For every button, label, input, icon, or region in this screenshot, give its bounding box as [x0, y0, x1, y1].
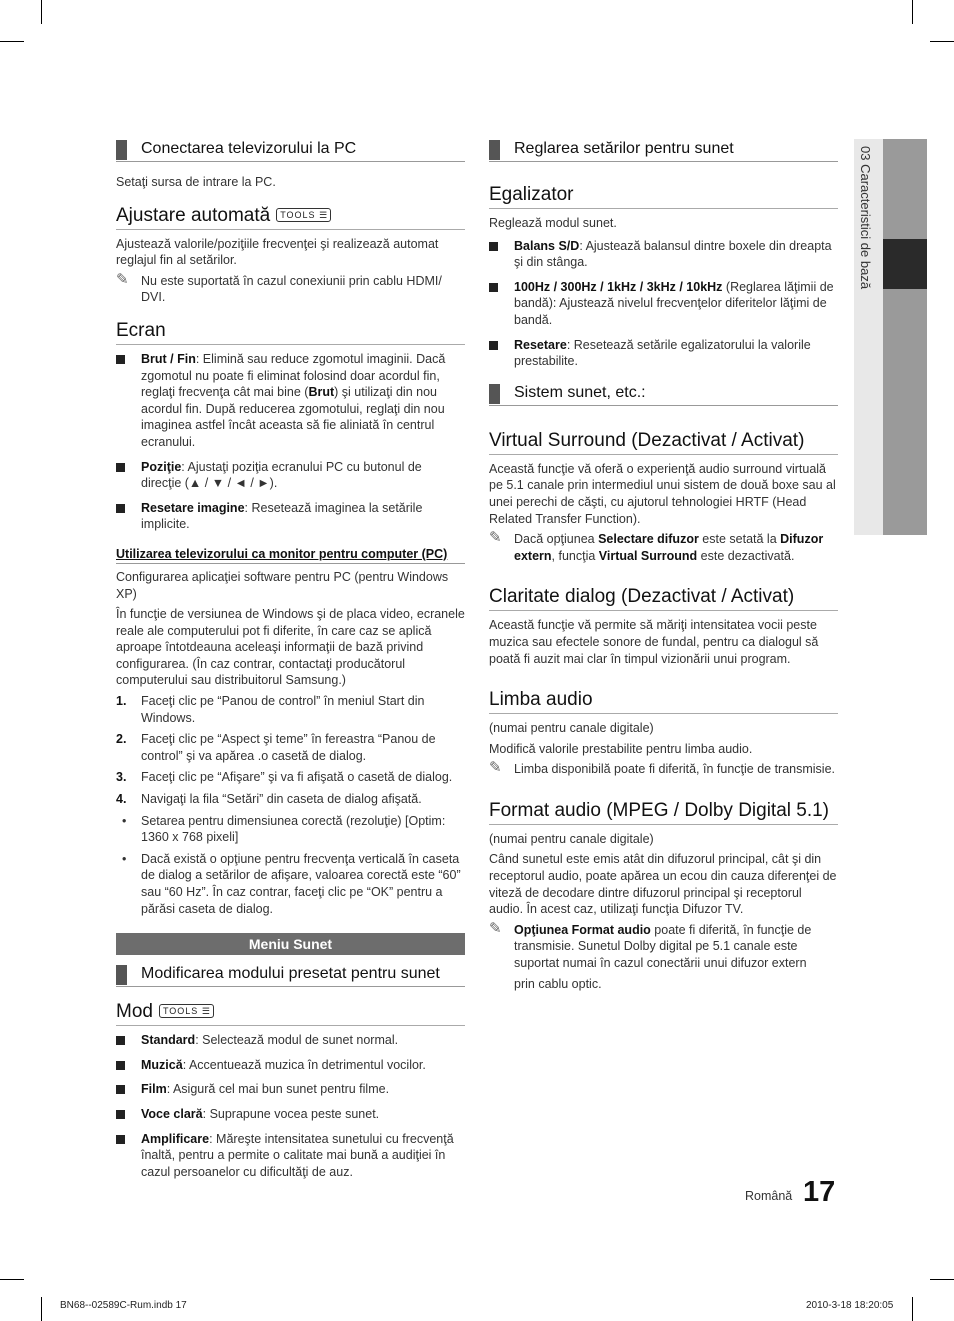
step-text: Faceţi clic pe “Afişare” şi va fi afişată o casetă de dialog. — [141, 770, 453, 785]
term: Selectare difuzor — [598, 532, 699, 547]
heading-limba-audio: Limba audio — [489, 689, 838, 714]
pencil-icon: ✎ — [116, 270, 129, 288]
item-text: Dacă există o opţiune pentru frecvenţa verticală în caseta de dialog a setărilor de afişare, valoarea corectă este “60” sau “60 Hz”. În caz contrar, faceţi clic pe “OK” pentru a părăsi caseta de dialog. — [141, 851, 461, 916]
list-ecran — [116, 351, 465, 533]
desc: : Suprapune vocea peste sunet. — [202, 1106, 380, 1121]
crop-mark — [41, 0, 42, 24]
term: Opţiunea Format audio — [514, 922, 651, 937]
step-item — [116, 769, 465, 786]
desc: : Accentuează muzica în detrimentul vocilor. — [182, 1057, 426, 1072]
menu-bar: Meniu Sunet — [116, 933, 465, 955]
term: 100Hz / 300Hz / 1kHz / 3kHz / 10kHz — [514, 279, 723, 294]
tab-dark — [883, 139, 927, 535]
desc: ) şi utilizaţi din nou acordul fin. După reducerea zgomotului, reglaţi din nou imaginea astfel încât aceasta să fie aliniată în centrul ecranului. — [141, 385, 445, 449]
note — [489, 919, 838, 992]
term: Resetare — [514, 337, 567, 352]
dot-bullet-icon: • — [122, 851, 127, 866]
left-column — [116, 138, 465, 1188]
square-bullet-icon — [116, 1061, 125, 1070]
step-number: 2. — [116, 732, 127, 747]
step-number: 3. — [116, 770, 127, 785]
heading-text: Mod — [116, 1001, 153, 1023]
term: Voce clară — [141, 1106, 203, 1121]
section-heading: Modificarea modului presetat pentru sunet — [116, 963, 465, 987]
imprint-date: 2010-3-18 18:20:05 — [806, 1300, 894, 1311]
item-text: Setarea pentru dimensiunea corectă (rezoluţie) [Optim: 1360 x 768 pixeli] — [141, 813, 446, 845]
square-bullet-icon — [116, 1135, 125, 1144]
note-text: este dezactivată. — [697, 548, 795, 563]
list-egalizator — [489, 238, 838, 370]
term: Amplificare — [141, 1131, 210, 1146]
desc: (Reglarea lăţimii de bandă): Ajustează nivelul frecvenţelor diferitelor lăţimi de bandă. — [514, 279, 834, 327]
desc: : Ajustează balansul dintre boxele din dreapta şi din stânga. — [514, 238, 832, 270]
crop-mark — [0, 1279, 24, 1280]
page-number: 17 — [803, 1176, 836, 1208]
desc: : Asigură cel mai bun sunet pentru filme. — [166, 1082, 390, 1097]
desc: : Măreşte intensitatea sunetului cu frecvenţă înaltă, pentru a permite o calitate mai bună a audiţiei în cazul persoanelor cu dificultăţi de auz. — [141, 1131, 454, 1179]
step-text: Navigaţi la fila “Setări” din caseta de dialog afişată. — [141, 792, 422, 807]
crop-mark — [0, 41, 24, 42]
square-bullet-icon — [489, 283, 498, 292]
paragraph: (numai pentru canale digitale) — [489, 831, 654, 846]
note — [489, 531, 838, 564]
heading-virtual-surround: Virtual Surround (Dezactivat / Activat) — [489, 430, 838, 455]
tools-label: TOOLS — [280, 209, 316, 220]
desc: : Resetează imaginea la setările implicite. — [141, 500, 423, 532]
list-mod — [116, 1032, 465, 1180]
square-bullet-icon — [116, 504, 125, 513]
list-item — [116, 1106, 465, 1123]
tools-icon: TOOLS ☰ — [276, 208, 331, 222]
paragraph: Când sunetul este emis atât din difuzorul principal, cât şi din receptorul audio, poate apărea un ecou din cauza diferenţei de viteză de decodare dintre difuzorul principal şi receptorul audio. În acest caz, utilizaţi funcţia Difuzor TV. — [489, 852, 837, 917]
paragraph: Reglează modul sunet. — [489, 216, 617, 230]
crop-mark — [912, 1297, 913, 1321]
list-item — [116, 459, 465, 492]
paragraph: Configurarea aplicaţiei software pentru PC (pentru Windows XP) — [116, 569, 449, 601]
square-bullet-icon — [489, 341, 498, 350]
steps-list — [116, 693, 465, 808]
step-number: 1. — [116, 694, 127, 709]
heading-egalizator: Egalizator — [489, 184, 838, 209]
term: Balans S/D — [514, 238, 580, 253]
square-bullet-icon — [489, 242, 498, 251]
term: Poziţie — [141, 459, 182, 474]
heading-claritate: Claritate dialog (Dezactivat / Activat) — [489, 586, 838, 611]
paragraph: Modifică valorile prestabilite pentru limba audio. — [489, 741, 753, 756]
term: Film — [141, 1082, 167, 1097]
step-item — [116, 693, 465, 726]
heading-ecran: Ecran — [116, 320, 465, 345]
paragraph: În funcţie de versiunea de Windows şi de placa video, ecranele reale ale computerului pot fi diferite, în care caz se aplică aproape întotdeauna aceleaşi informaţii de bază privind configurarea. (În caz contrar, contactaţi producătorul computerului sau distribuitorul Samsung.) — [116, 607, 465, 688]
list-item — [489, 279, 838, 329]
step-item — [116, 731, 465, 764]
list-item — [116, 500, 465, 533]
paragraph: Această funcţie vă permite să măriţi intensitatea vocii peste muzica sau efectele sonore de fundal, pentru ca dialogul să poată fi auzit mai clar în timpul vizionării unui program. — [489, 618, 819, 666]
note-text: Nu este suportată în cazul conexiunii prin cablu HDMI/ DVI. — [141, 273, 442, 305]
pencil-icon: ✎ — [489, 759, 502, 777]
list-item — [116, 1032, 465, 1049]
step-item — [116, 791, 465, 808]
imprint-file: BN68--02589C-Rum.indb 17 — [60, 1300, 187, 1311]
list-item — [116, 1057, 465, 1074]
crop-mark — [930, 1279, 954, 1280]
term: Standard — [141, 1033, 196, 1048]
chapter-label: 03 Caracteristici de bază — [858, 146, 873, 290]
list-item — [116, 851, 465, 917]
list-item — [116, 1081, 465, 1098]
crop-mark — [930, 41, 954, 42]
term: Difuzor extern — [514, 532, 824, 563]
square-bullet-icon — [116, 1110, 125, 1119]
square-bullet-icon — [116, 1085, 125, 1094]
crop-mark — [41, 1297, 42, 1321]
paragraph: (numai pentru canale digitale) — [489, 721, 654, 736]
note-text: Dacă opţiunea — [514, 532, 599, 547]
list-item — [489, 238, 838, 271]
term: Brut — [308, 385, 335, 400]
note — [116, 270, 465, 306]
list-item — [116, 351, 465, 451]
tools-icon: TOOLS ☰ — [159, 1004, 214, 1018]
note-text: prin cablu optic. — [514, 976, 602, 991]
note-text: poate fi diferită, în funcţie de transmisie. Sunetul Dolby digital pe 5.1 canale este suportat numai în cazul conectării unui difuzor extern — [514, 922, 812, 971]
heading-mod — [116, 1001, 465, 1026]
pencil-icon: ✎ — [489, 529, 502, 547]
paragraph: Această funcţie vă oferă o experienţă audio surround virtuală pe 5.1 canale prin intermediul unui sistem de două boxe sau al unei perechi de căşti, cu ajutorul tehnologiei HRTF (Head Related Transfer Function). — [489, 461, 836, 526]
desc: : Resetează setările egalizatorului la valorile prestabilite. — [514, 337, 811, 369]
footer-language: Română — [745, 1189, 793, 1203]
section-heading: Reglarea setărilor pentru sunet — [489, 138, 838, 162]
section-heading: Conectarea televizorului la PC — [116, 138, 465, 162]
note-text: este setată la — [698, 532, 781, 547]
desc: : Ajustaţi poziţia ecranului PC cu butonul de direcţie (▲ / ▼ / ◄ / ►). — [141, 459, 422, 491]
pencil-icon: ✎ — [489, 919, 502, 937]
note — [489, 761, 838, 778]
square-bullet-icon — [116, 463, 125, 472]
square-bullet-icon — [116, 1036, 125, 1045]
step-number: 4. — [116, 792, 127, 807]
list-item — [116, 1131, 465, 1181]
heading-ajustare — [116, 205, 465, 230]
heading-format-audio: Format audio (MPEG / Dolby Digital 5.1) — [489, 800, 838, 825]
dot-list — [116, 813, 465, 918]
list-item — [116, 813, 465, 846]
note-text: , funcţia — [551, 548, 599, 563]
dot-bullet-icon: • — [122, 813, 127, 828]
term: Resetare imagine — [141, 500, 245, 515]
paragraph: Setaţi sursa de intrare la PC. — [116, 175, 276, 189]
square-bullet-icon — [116, 355, 125, 364]
paragraph: Ajustează valorile/poziţiile frecvenţei şi realizează automat reglajul fin al setărilor. — [116, 236, 439, 268]
subheading-monitor: Utilizarea televizorului ca monitor pentru computer (PC) — [116, 547, 465, 564]
tab-marker — [883, 239, 927, 289]
note-text: Limba disponibilă poate fi diferită, în funcţie de transmisie. — [514, 762, 836, 777]
right-column — [489, 138, 838, 997]
crop-mark — [912, 0, 913, 24]
step-text: Faceţi clic pe “Panou de control” în meniul Start din Windows. — [141, 694, 425, 725]
step-text: Faceţi clic pe “Aspect şi teme” în fereastra “Panou de control” şi va apărea .o casetă de dialog. — [141, 732, 436, 763]
desc: : Selectează modul de sunet normal. — [195, 1033, 399, 1048]
term: Virtual Surround — [598, 548, 698, 563]
list-item — [489, 337, 838, 370]
desc: : Elimină sau reduce zgomotul imaginii. Dacă zgomotul nu poate fi eliminat folosind doar acordul fin, reglaţi frecvenţa cât mai bine ( — [141, 351, 446, 400]
section-heading: Sistem sunet, etc.: — [489, 382, 838, 406]
heading-text: Ajustare automată — [116, 204, 271, 226]
term: Brut / Fin — [141, 351, 196, 366]
tools-label: TOOLS — [162, 1006, 199, 1017]
term: Muzică — [141, 1057, 183, 1072]
